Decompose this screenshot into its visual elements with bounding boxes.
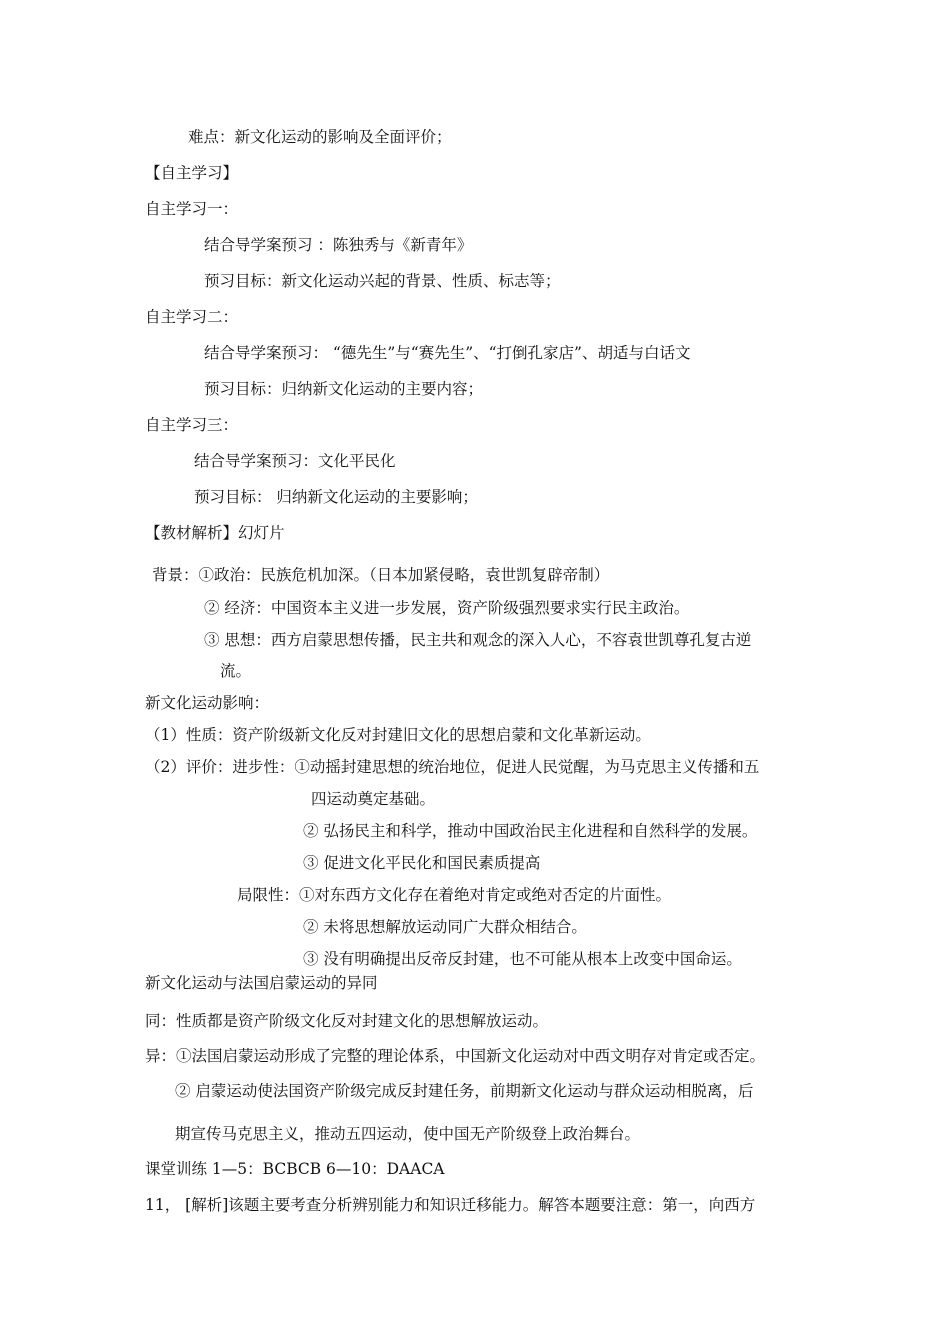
progressive-point-three: ③ 促进文化平民化和国民素质提高: [303, 854, 541, 872]
comparison-difference-two-cont: 期宣传马克思主义，推动五四运动，使中国无产阶级登上政治舞台。: [175, 1125, 641, 1143]
self-study-heading: 【自主学习】: [145, 164, 239, 182]
textbook-analysis-heading: 【教材解析】幻灯片: [145, 524, 285, 542]
self-study-three-goal: 预习目标： 归纳新文化运动的主要影响；: [194, 488, 478, 506]
self-study-one-heading: 自主学习一：: [145, 200, 239, 218]
impact-evaluation-progressive-cont: 四运动奠定基础。: [311, 790, 436, 808]
progressive-point-two: ② 弘扬民主和科学，推动中国政治民主化进程和自然科学的发展。: [303, 822, 758, 840]
comparison-heading: 新文化运动与法国启蒙运动的异同: [145, 974, 378, 992]
background-thought-cont: 流。: [220, 662, 252, 680]
question-eleven-analysis: 11， [解析]该题主要考查分析辨别能力和知识迁移能力。解答本题要注意：第一，向西方: [145, 1196, 756, 1214]
self-study-one-preview: 结合导学案预习 ：陈独秀与《新青年》: [204, 236, 473, 254]
impact-heading: 新文化运动影响：: [145, 694, 270, 712]
impact-nature: （1）性质：资产阶级新文化反对封建旧文化的思想启蒙和文化革新运动。: [145, 726, 651, 744]
impact-evaluation-progressive: （2）评价：进步性：①动摇封建思想的统治地位，促进人民觉醒，为马克思主义传播和五: [145, 758, 760, 776]
self-study-three-preview: 结合导学案预习：文化平民化: [194, 452, 396, 470]
background-thought: ③ 思想：西方启蒙思想传播，民主共和观念的深入人心，不容袁世凯尊孔复古逆: [204, 631, 752, 649]
self-study-three-heading: 自主学习三：: [145, 416, 239, 434]
classroom-training-answers: 课堂训练 1—5：BCBCB 6—10：DAACA: [145, 1160, 445, 1178]
self-study-two-heading: 自主学习二：: [145, 308, 239, 326]
limitation-point-two: ② 未将思想解放运动同广大群众相结合。: [303, 918, 587, 936]
self-study-two-preview: 结合导学案预习： “德先生”与“赛先生”、“打倒孔家店”、胡适与白话文: [204, 344, 691, 362]
comparison-similarity: 同：性质都是资产阶级文化反对封建文化的思想解放运动。: [145, 1012, 549, 1030]
background-politics: 背景：①政治：民族危机加深。（日本加紧侵略，袁世凯复辟帝制）: [152, 566, 610, 584]
self-study-one-goal: 预习目标：新文化运动兴起的背景、性质、标志等；: [204, 272, 561, 290]
limitation-point-three: ③ 没有明确提出反帝反封建，也不可能从根本上改变中国命运。: [303, 950, 742, 968]
limitation-point-one: 局限性：①对东西方文化存在着绝对肯定或绝对否定的片面性。: [237, 886, 672, 904]
comparison-difference-one: 异：①法国启蒙运动形成了完整的理论体系，中国新文化运动对中西文明存对肯定或否定。: [145, 1047, 766, 1065]
background-economy: ② 经济：中国资本主义进一步发展，资产阶级强烈要求实行民主政治。: [204, 599, 690, 617]
difficulty-line: 难点：新文化运动的影响及全面评价；: [188, 128, 452, 146]
comparison-difference-two: ② 启蒙运动使法国资产阶级完成反封建任务，前期新文化运动与群众运动相脱离，后: [175, 1082, 754, 1100]
self-study-two-goal: 预习目标：归纳新文化运动的主要内容；: [204, 380, 484, 398]
